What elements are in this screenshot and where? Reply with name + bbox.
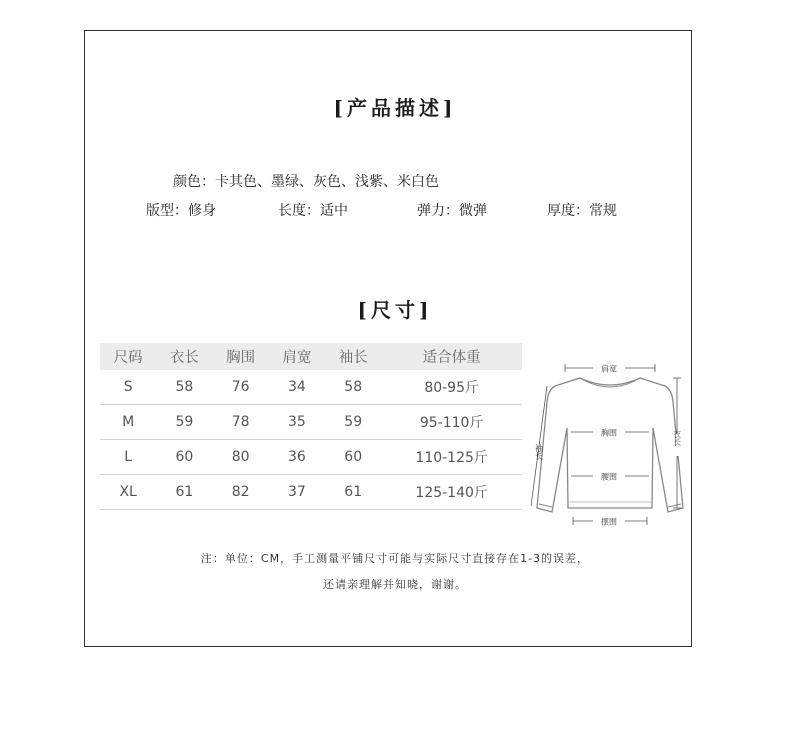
elasticity-label: 弹力：微弹 — [417, 203, 487, 219]
length-label: 长度：适中 — [278, 203, 348, 219]
table-cell: 95-110斤 — [381, 405, 522, 440]
table-row — [100, 440, 522, 475]
body-length-label: 衣长 — [672, 430, 682, 446]
note-line-2: 还请亲理解并知晓，谢谢。 — [323, 578, 467, 591]
table-cell: 59 — [156, 405, 212, 440]
table-cell: 35 — [269, 405, 325, 440]
color-line: 颜色：卡其色、墨绿、灰色、浅紫、米白色 — [173, 174, 439, 190]
table-cell: S — [100, 370, 156, 405]
note-line-1: 注：单位：CM，手工测量平铺尺寸可能与实际尺寸直接存在1-3的误差， — [200, 552, 590, 565]
table-cell: 60 — [325, 440, 381, 475]
table-cell: 82 — [213, 475, 269, 510]
table-cell: 34 — [269, 370, 325, 405]
size-table — [100, 343, 522, 510]
table-cell: 125-140斤 — [381, 475, 522, 510]
table-cell: 80-95斤 — [381, 370, 522, 405]
chest-label: 胸围 — [601, 428, 617, 438]
table-cell: 61 — [156, 475, 212, 510]
table-row — [100, 405, 522, 440]
fit-label: 版型：修身 — [146, 203, 216, 219]
table-cell: 60 — [156, 440, 212, 475]
sweater-outline — [534, 378, 683, 512]
table-cell: 76 — [213, 370, 269, 405]
table-cell: 80 — [213, 440, 269, 475]
table-cell: 36 — [269, 440, 325, 475]
table-cell: M — [100, 405, 156, 440]
header-cell: 衣长 — [156, 343, 212, 370]
table-cell: 61 — [325, 475, 381, 510]
shoulder-label: 肩宽 — [601, 364, 617, 374]
size-table-header — [100, 343, 522, 370]
header-cell: 胸围 — [213, 343, 269, 370]
size-title: [尺寸] — [357, 298, 433, 322]
header-cell: 肩宽 — [269, 343, 325, 370]
sleeve-label: 袖长 — [534, 444, 544, 460]
hem-label: 摆围 — [601, 517, 617, 527]
table-row — [100, 370, 522, 405]
table-cell: 58 — [325, 370, 381, 405]
table-row — [100, 475, 522, 510]
header-cell: 袖长 — [325, 343, 381, 370]
table-cell: 78 — [213, 405, 269, 440]
table-cell: 59 — [325, 405, 381, 440]
garment-measurement-diagram — [525, 356, 695, 528]
header-cell: 尺码 — [100, 343, 156, 370]
waist-label: 腰围 — [601, 472, 617, 482]
description-title: [产品描述] — [333, 96, 457, 120]
header-cell: 适合体重 — [381, 343, 522, 370]
table-cell: 58 — [156, 370, 212, 405]
thickness-label: 厚度：常规 — [547, 203, 617, 219]
table-cell: XL — [100, 475, 156, 510]
table-cell: L — [100, 440, 156, 475]
table-cell: 37 — [269, 475, 325, 510]
table-cell: 110-125斤 — [381, 440, 522, 475]
